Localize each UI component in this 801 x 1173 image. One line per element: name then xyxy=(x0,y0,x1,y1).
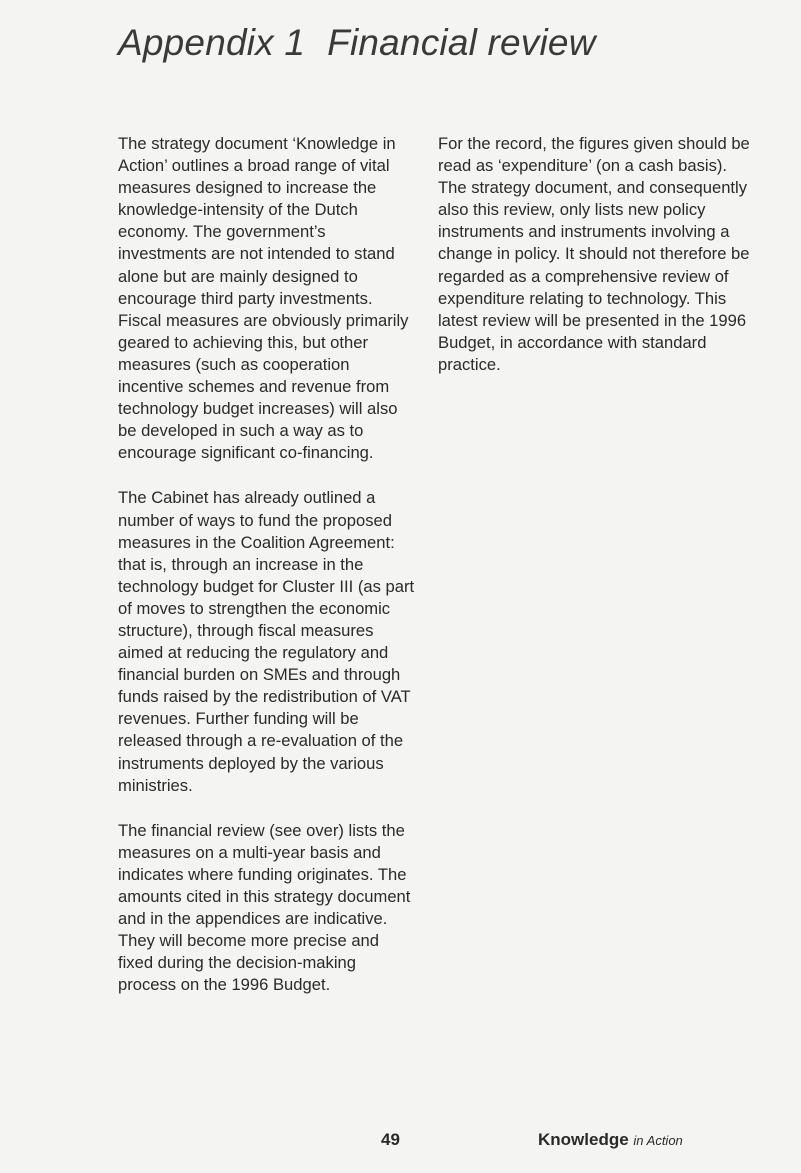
left-paragraph-1: The strategy document ‘Knowledge in Action’ outlines a broad range of vital measures designed to increase the knowledge-intensity of the Dutch economy. The government’s investments are not intended to stand alone but are mainly designed to encourage third party investments. Fiscal measures are obviously primarily geared to achieving this, but other measures (such as cooperation incentive schemes and revenue from technology budget increases) will also be developed in such a way as to encourage significant co-financing. xyxy=(118,134,409,463)
page-number: 49 xyxy=(381,1130,400,1149)
page-title xyxy=(118,20,596,66)
brand-sub-text: in Action xyxy=(633,1133,683,1148)
left-paragraph-2: The Cabinet has already outlined a number of ways to fund the proposed measures in the Coalition Agreement: that is, through an increase in the technology budget for Cluster III (as part of moves to strengthen the economic structure), through fiscal measures aimed at reducing the regulatory and financial burden on SMEs and through funds raised by the redistribution of VAT revenues. Further funding will be released through a re-evaluation of the instruments deployed by the various ministries. xyxy=(118,488,415,795)
brand-main-text: Knowledge xyxy=(538,1130,629,1149)
footer-brand xyxy=(538,1130,683,1150)
right-column xyxy=(438,133,758,399)
appendix-label: Appendix 1 xyxy=(118,22,306,63)
right-paragraph-1: For the record, the figures given should be read as ‘expenditure’ (on a cash basis). The strategy document, and consequently also this review, only lists new policy instruments and instruments involving a change in policy. It should not therefore be regarded as a comprehensive review of expenditure relating to technology. This latest review will be presented in the 1996 Budget, in accordance with standard practice. xyxy=(438,134,750,374)
left-paragraph-3: The financial review (see over) lists the measures on a multi-year basis and indicates where funding originates. The amounts cited in this strategy document and in the appendices are indicative. They will become more precise and fixed during the decision-making process on the 1996 Budget. xyxy=(118,820,411,995)
left-column xyxy=(118,133,418,1019)
section-title: Financial review xyxy=(327,22,596,63)
